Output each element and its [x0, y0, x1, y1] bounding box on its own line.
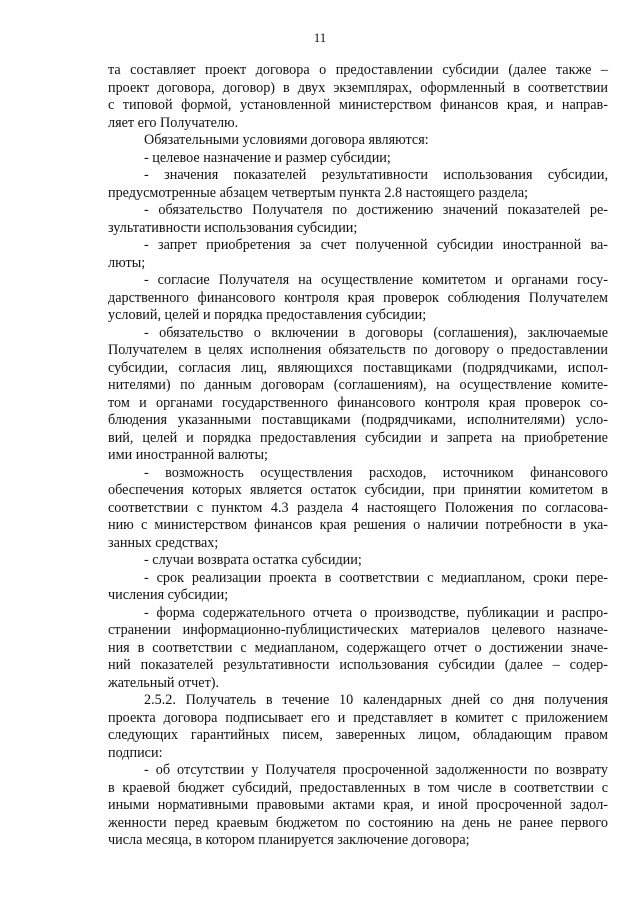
- paragraph: [108, 167, 608, 202]
- text-line: - возможность осуществления расходов, источником финансового: [144, 464, 608, 481]
- text-line: женности перед краевым бюджетом по состоянию на день не ранее первого: [108, 814, 608, 831]
- paragraph: [108, 325, 608, 465]
- text-line: нию с министерством финансов края решения о наличии потребности в ука-: [108, 517, 608, 533]
- text-line: дарственного финансового контроля края проверок соблюдения Получателем: [108, 289, 608, 306]
- text-line: зультативности использования субсидии;: [108, 219, 358, 236]
- paragraph: [108, 552, 608, 570]
- text-line: с типовой формой, установленной министерством финансов края, и направ-: [108, 97, 608, 113]
- text-line: ляет его Получателю.: [108, 114, 239, 131]
- document-body: [108, 62, 608, 850]
- paragraph: [108, 237, 608, 272]
- paragraph: [108, 132, 608, 150]
- text-line: - об отсутствии у Получателя просроченной задолженности по возврату: [144, 762, 608, 778]
- text-line: - значения показателей результативности использования субсидии,: [144, 167, 608, 183]
- paragraph: [108, 202, 608, 237]
- paragraph: [108, 570, 608, 605]
- text-line: обеспечения которых является остаток субсидии, при принятии комитетом в: [108, 482, 608, 498]
- text-line: та составляет проект договора о предоставлении субсидии (далее также –: [108, 62, 608, 78]
- text-line: числа месяца, в котором планируется заключение договора;: [108, 832, 470, 848]
- text-line: 2.5.2. Получатель в течение 10 календарных дней со дня получения: [144, 692, 608, 708]
- text-line: проекта договора подписывает его и представляет в комитет с приложением: [108, 709, 608, 726]
- text-line: Обязательными условиями договора являются:: [144, 132, 429, 148]
- text-line: ими иностранной валюты;: [108, 447, 268, 463]
- text-line: том и органами государственного финансового контроля края проверок со-: [108, 394, 608, 411]
- text-line: следующих гарантийных писем, заверенных лицом, обладающим правом: [108, 727, 608, 743]
- text-line: соответствии с пунктом 4.3 раздела 4 настоящего Положения по согласова-: [108, 499, 608, 516]
- text-line: - целевое назначение и размер субсидии;: [144, 149, 391, 166]
- text-line: люты;: [108, 254, 146, 271]
- paragraph: [108, 692, 608, 762]
- text-line: условий, целей и порядка предоставления субсидии;: [108, 307, 427, 323]
- text-line: Получателем в целях исполнения обязательств по договору о предоставлении: [108, 342, 608, 358]
- text-line: ния в соответствии с медиапланом, содержащего отчет о достижении значе-: [108, 639, 608, 656]
- text-line: - обязательство Получателя по достижению значений показателей ре-: [144, 202, 608, 218]
- text-line: - срок реализации проекта в соответствии с медиапланом, сроки пере-: [144, 569, 608, 586]
- text-line: блюдения указанными поставщиками (подрядчиками, исполнителями) усло-: [108, 412, 608, 428]
- paragraph: [108, 605, 608, 693]
- text-line: занных средствах;: [108, 534, 219, 551]
- text-line: числения субсидии;: [108, 587, 229, 603]
- text-line: проект договора, договор) в двух экземплярах, оформленный в соответствии: [108, 79, 608, 96]
- text-line: иными нормативными правовыми актами края, и иной просроченной задол-: [108, 797, 608, 813]
- text-line: - форма содержательного отчета о производстве, публикации и распро-: [144, 604, 608, 621]
- text-line: ний показателей результативности использования субсидии (далее – содер-: [108, 657, 608, 673]
- text-line: - обязательство о включении в договоры (соглашения), заключаемые: [144, 324, 608, 341]
- paragraph: [108, 272, 608, 325]
- text-line: нителями) по данным договорам (соглашениям), на осуществление комите-: [108, 377, 608, 393]
- text-line: - согласие Получателя на осуществление комитетом и органами госу-: [144, 272, 608, 288]
- text-line: - случаи возврата остатка субсидии;: [144, 552, 362, 568]
- text-line: вий, целей и порядка предоставления субсидии и запрета на приобретение: [108, 429, 608, 446]
- paragraph: [108, 62, 608, 132]
- page-number: 11: [313, 30, 327, 45]
- text-line: субсидии, согласия лиц, являющихся поставщиками (подрядчиками, испол-: [108, 359, 608, 376]
- paragraph: [108, 762, 608, 850]
- paragraph: [108, 465, 608, 553]
- text-line: странении информационно-публицистических материалов целевого назначе-: [108, 622, 608, 638]
- text-line: в краевой бюджет субсидий, предоставленных в том числе в соответствии с: [108, 779, 608, 796]
- paragraph: [108, 150, 608, 168]
- text-line: подписи:: [108, 744, 163, 761]
- text-line: предусмотренные абзацем четвертым пункта 2.8 настоящего раздела;: [108, 184, 529, 201]
- text-line: - запрет приобретения за счет полученной субсидии иностранной ва-: [144, 237, 608, 253]
- text-line: жательный отчет).: [108, 674, 220, 691]
